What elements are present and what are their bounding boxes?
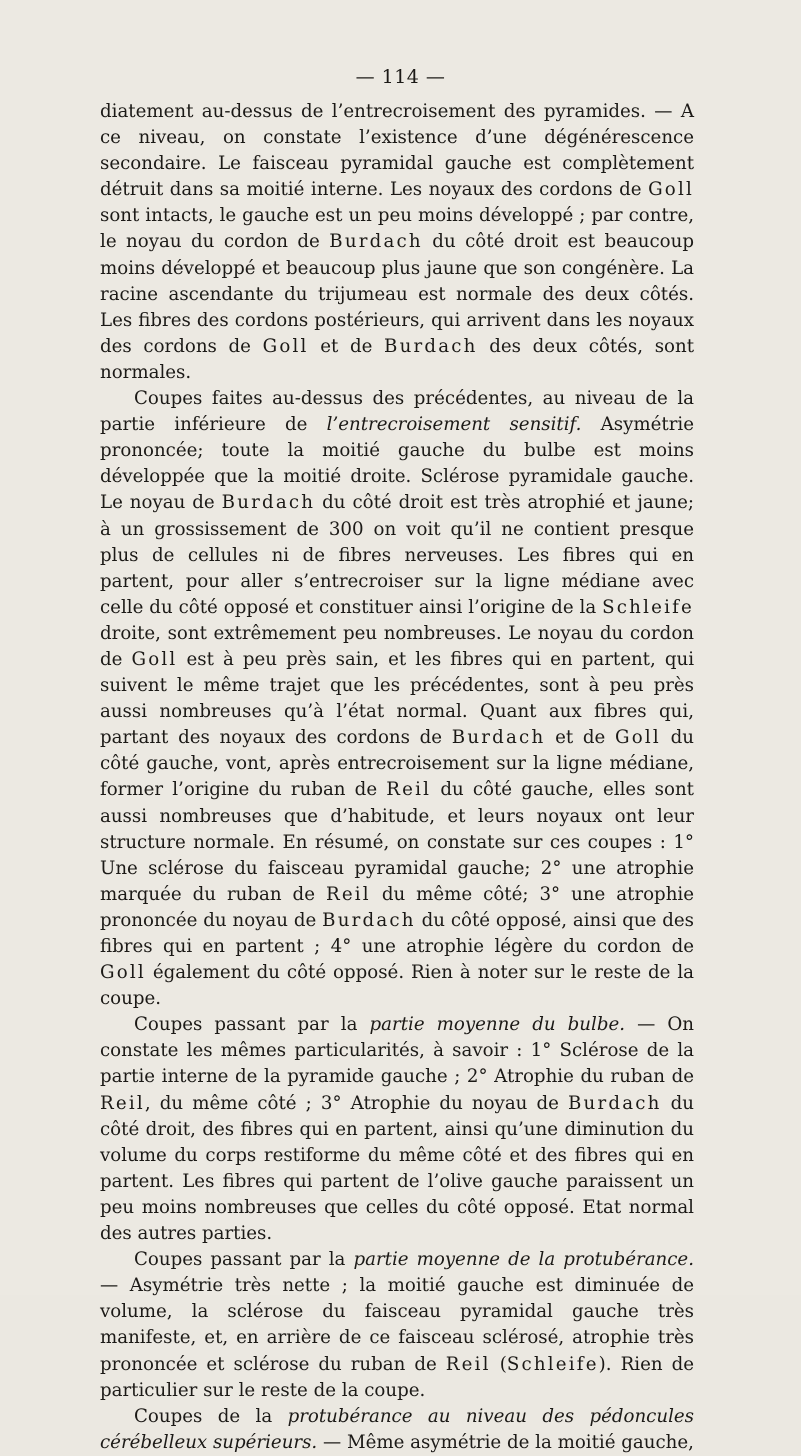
- proper-name: Reil: [386, 779, 432, 801]
- text-run: Coupes de la: [134, 1405, 288, 1427]
- text-run: , du même côté ; 3° Atrophie du noyau de: [144, 1092, 568, 1114]
- proper-name: Reil: [100, 1092, 145, 1114]
- text-run: Coupes faites au-dessus des précédentes, au niveau de la partie inférieure de: [100, 388, 694, 436]
- text-run: est à peu près sain, et les fibres qui en partent, qui suivent le même trajet que les précédentes, sont à peu près aussi nombreuses qu’à l’état normal. Quant aux fibres qui, partant des noyaux des cordons de: [100, 648, 695, 749]
- paragraph: [100, 1247, 694, 1404]
- proper-name: Burdach: [567, 1092, 662, 1114]
- text-run: ). Rien de particulier sur le reste de la coupe.: [100, 1353, 694, 1401]
- text-run: Coupes passant par la: [134, 1249, 354, 1271]
- text-run: du côté droit est beaucoup moins développé et beaucoup plus jaune que son congénère. La racine ascendante du trijumeau est normale des deux côtés. Les fibres des cordons postérieurs, qui arrivent dans les noyaux des cordons de: [100, 231, 694, 357]
- text-run: du côté droit, des fibres qui en partent, ainsi qu’une diminution du volume du corps restiforme du même côté et des fibres qui en partent. Les fibres qui partent de l’olive gauche paraissent un peu moins nombreuses que celles du côté opposé. Etat normal des autres parties.: [100, 1092, 694, 1245]
- italic-text: protubérance au niveau des pédoncules cérébelleux supérieurs.: [100, 1405, 694, 1453]
- proper-name: Reil: [325, 883, 371, 905]
- text-run: — On constate les mêmes particularités, à savoir : 1° Sclérose de la partie interne de la pyramide gauche ; 2° Atrophie du ruban de: [100, 1014, 695, 1088]
- proper-name: Goll: [131, 648, 178, 670]
- paragraph: [100, 386, 694, 1012]
- text-run: du même côté; 3° une atrophie prononcée du noyau de: [100, 883, 694, 931]
- proper-name: Burdach: [329, 231, 423, 253]
- paragraph: [100, 99, 694, 386]
- text-run: du côté gauche, elles sont aussi nombreuses que d’habitude, et leurs noyaux ont leur structure normale. En résumé, on constate sur ces coupes : 1° Une sclérose du faisceau pyramidal gauche; 2° une atrophie marquée du ruban de: [100, 779, 694, 905]
- proper-name: Burdach: [384, 335, 478, 357]
- text-run: du côté gauche, vont, après entrecroisement sur la ligne médiane, former l’origine du ruban de: [100, 727, 694, 801]
- body-text: [100, 99, 694, 1456]
- text-run: du côté opposé, ainsi que des fibres qui en partent ; 4° une atrophie légère du cordon de: [100, 909, 694, 957]
- proper-name: Burdach: [322, 909, 416, 931]
- text-run: — Même asymétrie de la moitié gauche,: [317, 1431, 694, 1453]
- italic-text: l’entrecroisement sensitif.: [326, 414, 582, 436]
- text-run: des deux côtés, sont normales.: [100, 335, 695, 383]
- italic-text: partie moyenne de la protubérance.: [353, 1249, 694, 1271]
- text-run: et de: [545, 727, 615, 749]
- proper-name: Burdach: [451, 727, 546, 749]
- proper-name: Schleife: [602, 596, 694, 618]
- proper-name: Goll: [100, 962, 146, 984]
- text-run: Asymétrie prononcée; toute la moitié gauche du bulbe est moins développée que la moitié droite. Sclérose pyramidale gauche. Le noyau de: [100, 414, 694, 514]
- text-run: — Asymétrie très nette ; la moitié gauche est diminuée de volume, la sclérose du faisceau pyramidal gauche très manifeste, et, en arrière de ce faisceau sclérosé, atrophie très prononcée et sclérose du ruban de: [100, 1275, 694, 1375]
- text-run: (: [490, 1353, 507, 1375]
- paragraph: [100, 1012, 694, 1247]
- text-run: Coupes passant par la: [134, 1014, 370, 1036]
- proper-name: Goll: [648, 179, 694, 201]
- paragraph: [100, 1404, 694, 1456]
- proper-name: Burdach: [221, 492, 316, 514]
- page-number: — 114 —: [355, 66, 446, 88]
- proper-name: Reil: [445, 1353, 491, 1375]
- proper-name: Schleife: [506, 1353, 599, 1375]
- text-run: sont intacts, le gauche est un peu moins développé ; par contre, le noyau du cordon de: [100, 205, 694, 253]
- proper-name: Goll: [615, 727, 661, 749]
- italic-text: partie moyenne du bulbe.: [369, 1014, 626, 1036]
- text-run: diatement au-dessus de l’entrecroisement des pyramides. — A ce niveau, on constate l’existence d’une dégénérescence secondaire. Le faisceau pyramidal gauche est complètement détruit dans sa moitié interne. Les noyaux des cordons de: [100, 101, 694, 201]
- proper-name: Goll: [262, 335, 309, 357]
- text-run: droite, sont extrêmement peu nombreuses. Le noyau du cordon de: [100, 622, 694, 670]
- text-run: également du côté opposé. Rien à noter sur le reste de la coupe.: [100, 962, 694, 1010]
- text-run: et de: [308, 335, 385, 357]
- text-run: du côté droit est très atrophié et jaune; à un grossissement de 300 on voit qu’il ne contient presque plus de cellules ni de fibres nerveuses. Les fibres qui en partent, pour aller s’entrecroiser sur la ligne médiane avec celle du côté opposé et constituer ainsi l’origine de la: [100, 492, 694, 618]
